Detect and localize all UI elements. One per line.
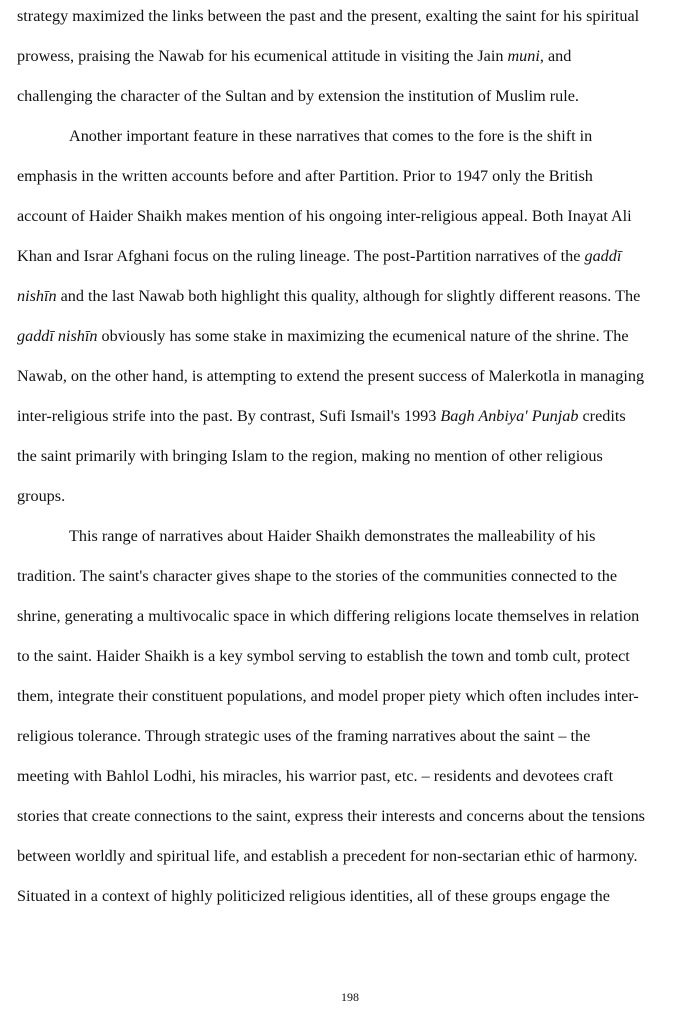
- text-line: [17, 486, 65, 506]
- text-segment: account of Haider Shaikh makes mention of his ongoing inter-religious appeal. Both Inayat Ali: [17, 207, 632, 225]
- text-line: [17, 206, 632, 226]
- text-segment: challenging the character of the Sultan and by extension the institution of Muslim rule.: [17, 87, 579, 105]
- text-line: [17, 886, 610, 906]
- text-line: [17, 846, 638, 866]
- text-segment: to the saint. Haider Shaikh is a key symbol serving to establish the town and tomb cult, protect: [17, 647, 630, 665]
- page-number: 198: [341, 990, 359, 1004]
- text-line: [17, 286, 640, 306]
- text-segment: Another important feature in these narratives that comes to the fore is the shift in: [69, 127, 593, 145]
- text-line: [17, 446, 603, 466]
- text-line: [17, 646, 630, 666]
- text-line: [69, 526, 595, 546]
- text-segment: between worldly and spiritual life, and establish a precedent for non-sectarian ethic of harmony.: [17, 847, 638, 865]
- text-segment: , and: [539, 47, 572, 65]
- italic-term: nishīn: [17, 287, 57, 305]
- text-segment: the saint primarily with bringing Islam to the region, making no mention of other religious: [17, 447, 603, 465]
- text-segment: inter-religious strife into the past. By contrast, Sufi Ismail's 1993: [17, 407, 441, 425]
- italic-term: muni: [507, 47, 540, 65]
- text-segment: Nawab, on the other hand, is attempting to extend the present success of Malerkotla in managing: [17, 367, 645, 385]
- text-segment: emphasis in the written accounts before and after Partition. Prior to 1947 only the British: [17, 167, 593, 185]
- italic-term: Bagh Anbiya' Punjab: [440, 407, 579, 425]
- text-segment: groups.: [17, 487, 66, 505]
- text-line: [17, 766, 613, 786]
- text-line: [17, 86, 579, 106]
- text-line: [17, 366, 644, 386]
- text-line: [69, 126, 592, 146]
- text-line: [17, 686, 639, 706]
- text-segment: prowess, praising the Nawab for his ecumenical attitude in visiting the Jain: [17, 47, 508, 65]
- text-segment: shrine, generating a multivocalic space in which differing religions locate themselves in relation: [17, 607, 640, 625]
- italic-term: gaddī nishīn: [17, 327, 98, 345]
- text-segment: credits: [578, 407, 626, 425]
- text-line: [17, 726, 590, 746]
- text-segment: strategy maximized the links between the past and the present, exalting the saint for his spiritual: [17, 7, 640, 25]
- text-line: [17, 406, 626, 426]
- text-line: [17, 246, 621, 266]
- text-segment: meeting with Bahlol Lodhi, his miracles, his warrior past, etc. – residents and devotees craft: [17, 767, 614, 785]
- italic-term: gaddī: [584, 247, 622, 265]
- text-line: [17, 46, 571, 66]
- text-segment: Khan and Israr Afghani focus on the ruling lineage. The post-Partition narratives of the: [17, 247, 585, 265]
- text-segment: Situated in a context of highly politicized religious identities, all of these groups engage the: [17, 887, 610, 905]
- text-line: [17, 606, 639, 626]
- text-line: [17, 166, 593, 186]
- text-line: [17, 806, 645, 826]
- text-segment: This range of narratives about Haider Shaikh demonstrates the malleability of his: [69, 527, 596, 545]
- text-line: [17, 6, 639, 26]
- text-segment: tradition. The saint's character gives shape to the stories of the communities connected to the: [17, 567, 618, 585]
- text-segment: them, integrate their constituent populations, and model proper piety which often includes inter-: [17, 687, 639, 705]
- text-segment: and the last Nawab both highlight this quality, although for slightly different reasons. The: [56, 287, 641, 305]
- text-line: [17, 326, 629, 346]
- text-segment: religious tolerance. Through strategic uses of the framing narratives about the saint – the: [17, 727, 591, 745]
- text-segment: obviously has some stake in maximizing the ecumenical nature of the shrine. The: [97, 327, 629, 345]
- text-segment: stories that create connections to the saint, express their interests and concerns about the tensions: [17, 807, 645, 825]
- text-line: [17, 566, 617, 586]
